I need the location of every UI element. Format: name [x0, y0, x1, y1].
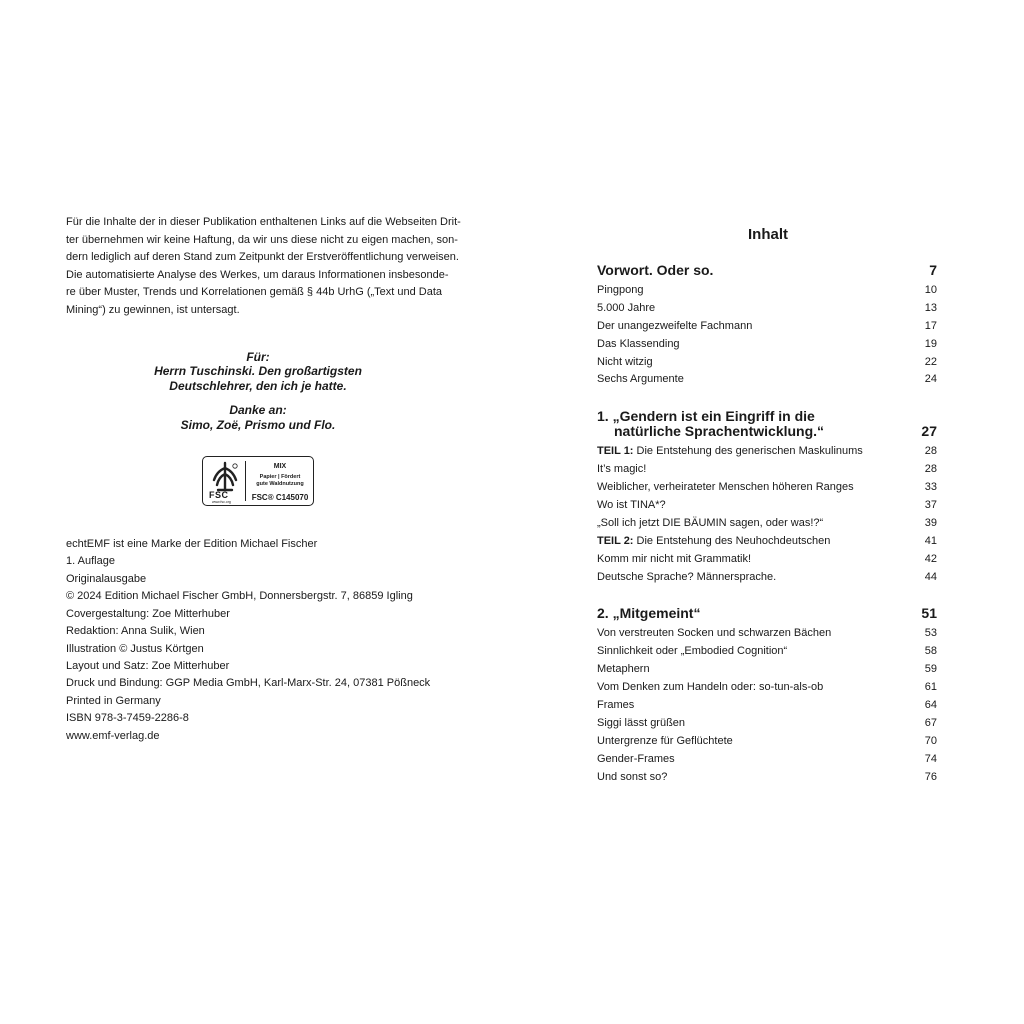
toc-entry-page: 28: [924, 463, 937, 476]
toc-entry-title: Deutsche Sprache? Männersprache.: [597, 570, 777, 583]
toc-entry-title: Vom Denken zum Handeln oder: so-tun-als-ob: [597, 681, 824, 694]
imprint-line: ISBN 978-3-7459-2286-8: [66, 712, 189, 725]
imprint-line: Druck und Bindung: GGP Media GmbH, Karl-Marx-Str. 24, 07381 Pößneck: [66, 677, 431, 690]
toc-entry-page: 37: [924, 499, 937, 512]
toc-chapter-page: 27: [921, 423, 937, 440]
toc-entry-title: Und sonst so?: [597, 770, 668, 783]
toc-entry-page: 44: [924, 570, 937, 583]
table-of-contents: [597, 226, 937, 806]
fsc-code: FSC® C145070: [251, 493, 309, 503]
toc-entry: [597, 461, 937, 479]
disclaimer-line: Für die Inhalte der in dieser Publikation enthaltenen Links auf die Webseiten Drit-: [66, 216, 461, 228]
imprint-line: echtEMF ist eine Marke der Edition Michael Fischer: [66, 538, 318, 551]
disclaimer-line: Mining“) zu gewinnen, ist untersagt.: [66, 303, 240, 316]
toc-entry: [597, 679, 937, 697]
toc-entry-page: 64: [924, 699, 937, 712]
toc-chapter-page: 7: [929, 262, 937, 278]
toc-entry-page: 19: [924, 337, 937, 350]
toc-chapter-heading: [597, 263, 937, 278]
toc-entry-page: 24: [924, 373, 937, 386]
imprint-line: 1. Auflage: [66, 555, 115, 568]
toc-entry-page: 13: [924, 301, 937, 314]
fsc-text: [249, 474, 311, 487]
toc-chapter-title: Vorwort. Oder so.: [597, 262, 714, 278]
toc-entry: [597, 569, 937, 587]
toc-entry: [597, 479, 937, 497]
toc-chapter-title-line: 1. „Gendern ist ein Eingriff in die: [597, 408, 815, 425]
toc-chapter-heading: [597, 606, 937, 621]
imprint-line: Illustration © Justus Körtgen: [66, 642, 204, 655]
toc-entry: [597, 533, 937, 551]
toc-chapter-title: [597, 409, 824, 439]
toc-entry-title: Gender-Frames: [597, 752, 675, 765]
toc-entry-title: Pingpong: [597, 284, 644, 296]
toc-chapter-title: 2. „Mitgemeint“: [597, 605, 701, 622]
toc-entry: [597, 497, 937, 515]
toc-entry-page: 39: [924, 516, 937, 529]
imprint-line: Printed in Germany: [66, 694, 161, 707]
imprint-line: Redaktion: Anna Sulik, Wien: [66, 625, 205, 638]
toc-entry-title: Das Klassending: [597, 337, 680, 350]
toc-entry: [597, 697, 937, 715]
toc-entry-title: Die Entstehung des generischen Maskulinums: [636, 445, 863, 458]
imprint-line: Originalausgabe: [66, 572, 147, 585]
toc-entry-page: 67: [924, 716, 937, 729]
dedication-for-label: Für:: [246, 349, 270, 364]
toc-entry: [597, 769, 937, 787]
toc-entry-title: Untergrenze für Geflüchtete: [597, 734, 733, 747]
toc-entry-page: 41: [924, 534, 937, 547]
toc-entry-page: 10: [924, 284, 937, 296]
toc-entry: [597, 300, 937, 318]
imprint-line: www.emf-verlag.de: [66, 729, 160, 742]
toc-entry: [597, 661, 937, 679]
toc-entry-page: 42: [924, 552, 937, 565]
toc-entry: [597, 551, 937, 569]
toc-entry-title: „Soll ich jetzt DIE BÄUMIN sagen, oder was!?“: [597, 516, 824, 529]
toc-entry-title: Komm mir nicht mit Grammatik!: [597, 552, 752, 565]
toc-entry-title: 5.000 Jahre: [597, 301, 656, 314]
toc-chapter-title-line: natürliche Sprachentwicklung.“: [614, 423, 825, 440]
dedication-for-line: Deutschlehrer, den ich je hatte.: [169, 378, 347, 393]
toc-entry-page: 33: [924, 481, 937, 494]
toc-part-label: TEIL 1:: [597, 445, 634, 458]
toc-section-1: [597, 409, 937, 586]
toc-entry: [597, 733, 937, 751]
imprint: [66, 536, 450, 745]
disclaimer-text: [66, 214, 461, 320]
toc-entry-title: Der unangezweifelte Fachmann: [597, 319, 753, 332]
dedication-for-line: Herrn Tuschinski. Den großartigsten: [154, 364, 362, 379]
toc-entry: [597, 443, 937, 461]
toc-entry-title: Siggi lässt grüßen: [597, 716, 686, 729]
disclaimer-line: ter übernehmen wir keine Haftung, da wir uns diese nicht zu eigen machen, son-: [66, 233, 458, 246]
imprint-line: Layout und Satz: Zoe Mitterhuber: [66, 659, 230, 672]
fsc-mark: FSC: [209, 490, 229, 501]
toc-entry-page: 22: [924, 355, 937, 368]
toc-entry-page: 76: [924, 770, 937, 783]
toc-entry-page: 58: [924, 645, 937, 658]
toc-entry-title: Weiblicher, verheirateter Menschen höheren Ranges: [597, 481, 854, 494]
fsc-url: www.fsc.org: [212, 500, 231, 505]
toc-entry-page: 70: [924, 734, 937, 747]
toc-entry-page: 61: [924, 681, 937, 694]
toc-entry: [597, 515, 937, 533]
toc-chapter-heading: [597, 409, 937, 439]
fsc-text-line: Papier | Fördert: [259, 474, 301, 481]
toc-entry-title: Sechs Argumente: [597, 373, 684, 386]
disclaimer-line: dern lediglich auf deren Stand zum Zeitpunkt der Erstveröffentlichung verweisen.: [66, 251, 459, 264]
fsc-text-line: gute Waldnutzung: [256, 480, 304, 487]
toc-entry: [597, 354, 937, 372]
toc-entry-title: Von verstreuten Socken und schwarzen Bächen: [597, 627, 832, 640]
toc-entry: [597, 715, 937, 733]
dedication-thanks-names: Simo, Zoë, Prismo und Flo.: [180, 417, 336, 432]
toc-entry-page: 53: [924, 627, 937, 640]
toc-entry-page: 28: [924, 445, 937, 458]
toc-section-vorwort: [597, 263, 937, 389]
toc-entry-title: Nicht witzig: [597, 355, 653, 368]
imprint-line: © 2024 Edition Michael Fischer GmbH, Donnersbergstr. 7, 86859 Igling: [66, 590, 413, 603]
toc-entry: [597, 282, 937, 300]
toc-title: Inhalt: [748, 226, 788, 243]
toc-entry-page: 59: [924, 663, 937, 676]
imprint-line: Covergestaltung: Zoe Mitterhuber: [66, 607, 230, 620]
toc-entry-title: Frames: [597, 699, 635, 712]
fsc-divider: [245, 461, 246, 501]
toc-entry: [597, 625, 937, 643]
toc-entry-title: Die Entstehung des Neuhochdeutschen: [636, 534, 831, 547]
fsc-tree-icon: [208, 460, 242, 494]
dedication-thanks-label: Danke an:: [229, 403, 287, 418]
toc-entry-title: Metaphern: [597, 663, 650, 676]
toc-entry: [597, 751, 937, 769]
toc-entry-title: It’s magic!: [597, 463, 647, 476]
toc-entry: [597, 643, 937, 661]
toc-chapter-page: 51: [921, 605, 937, 622]
dedication: [66, 350, 450, 433]
fsc-logo: [202, 456, 314, 506]
toc-entry: [597, 336, 937, 354]
left-page: [66, 214, 461, 745]
toc-entry-page: 74: [924, 752, 937, 765]
toc-entry-title: Sinnlichkeit oder „Embodied Cognition“: [597, 645, 788, 658]
fsc-mix: MIX: [273, 463, 287, 471]
toc-entry-page: 17: [924, 319, 937, 332]
toc-entry: [597, 318, 937, 336]
toc-section-2: [597, 606, 937, 786]
toc-part-label: TEIL 2:: [597, 534, 634, 547]
toc-entry: [597, 371, 937, 389]
toc-entry-title: Wo ist TINA*?: [597, 499, 666, 512]
disclaimer-line: Die automatisierte Analyse des Werkes, um daraus Informationen insbesonde-: [66, 268, 449, 281]
disclaimer-line: re über Muster, Trends und Korrelationen gemäß § 44b UrhG („Text und Data: [66, 286, 443, 299]
